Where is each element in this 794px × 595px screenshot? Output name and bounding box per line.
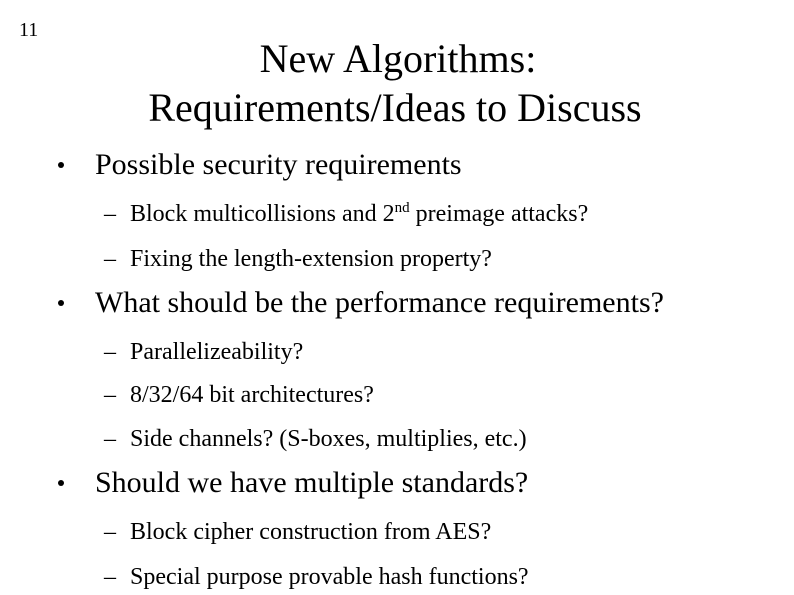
sub-bullet-text: Block cipher construction from AES? [130, 519, 492, 545]
bullet-text: What should be the performance requirements? [95, 286, 664, 319]
sub-bullet-text: Special purpose provable hash functions? [130, 564, 529, 590]
sub-bullet-text: Side channels? (S-boxes, multiplies, etc.) [130, 426, 527, 452]
bullet-text: Should we have multiple standards? [95, 466, 529, 499]
slide-title-line-2 [0, 84, 794, 132]
slide-number: 11 [19, 19, 39, 41]
bullet-dot-icon [58, 480, 64, 486]
sub-bullet-text-post: preimage attacks? [409, 201, 589, 227]
slide-title-line-1 [0, 35, 794, 83]
dash-icon: – [104, 382, 116, 408]
sub-bullet-text: 8/32/64 bit architectures? [130, 382, 374, 408]
dash-icon: – [104, 426, 116, 452]
bullet-dot-icon [58, 162, 64, 168]
bullet-dot-icon [58, 300, 64, 306]
dash-icon: – [104, 564, 116, 590]
sub-bullet-text: Fixing the length-extension property? [130, 246, 492, 272]
dash-icon: – [104, 519, 116, 545]
dash-icon: – [104, 201, 116, 227]
sub-bullet-text-pre: Block multicollisions and 2 [130, 201, 395, 227]
dash-icon: – [104, 246, 116, 272]
slide-title-text-2: Requirements/Ideas to Discuss [148, 85, 642, 130]
sub-bullet-text: Parallelizeability? [130, 339, 304, 365]
slide-title-text-1: New Algorithms: [259, 36, 537, 81]
sub-bullet-superscript: nd [394, 200, 410, 216]
dash-icon: – [104, 339, 116, 365]
bullet-text: Possible security requirements [95, 148, 462, 181]
sub-bullet-text [130, 198, 588, 230]
